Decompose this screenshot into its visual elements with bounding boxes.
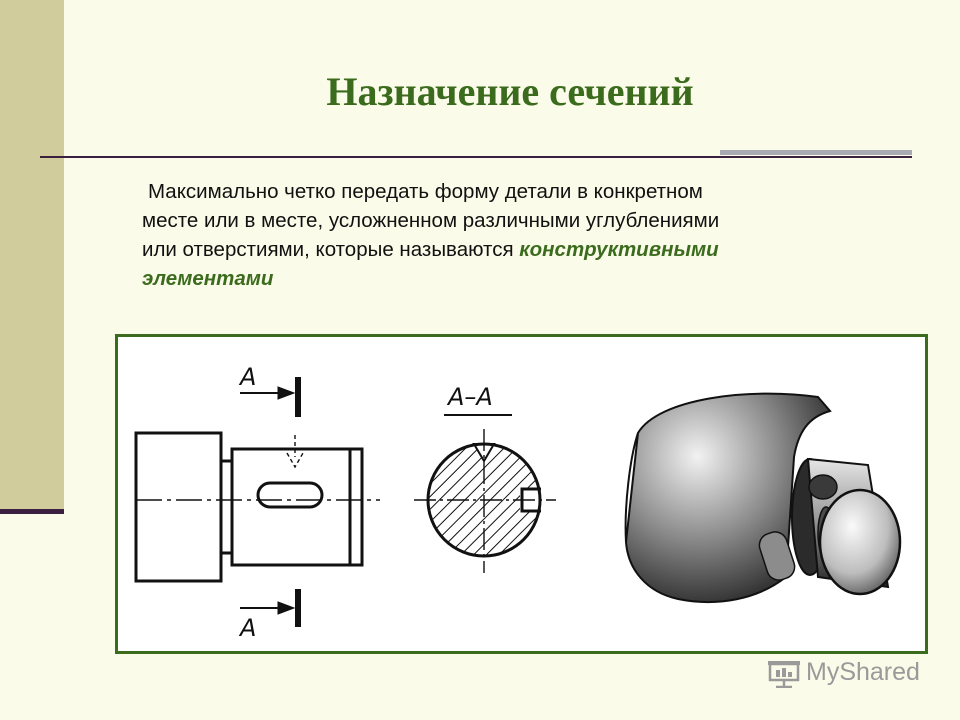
slide-paragraph <box>142 177 922 293</box>
paragraph-line-3: или отверстиями, которые называются <box>142 238 520 261</box>
cross-section-circle <box>414 429 556 573</box>
title-rule <box>40 156 912 158</box>
paragraph-line-2: месте или в месте, усложненном различными углублениями <box>142 209 720 232</box>
part-front-view <box>136 433 380 581</box>
section-figure <box>115 334 928 654</box>
title-accent-rule <box>720 150 912 155</box>
section-label: A–A <box>448 383 493 411</box>
term-constructive: конструктивными <box>519 238 719 261</box>
paragraph-line-1: Максимально четко передать форму детали в конкретном <box>148 180 703 203</box>
side-bar-underline <box>0 509 64 514</box>
side-decoration-bar <box>0 0 64 512</box>
term-elements: элементами <box>142 267 274 290</box>
part-3d-view <box>626 394 900 602</box>
slide-title: Назначение сечений <box>326 69 694 114</box>
cut-label-top: A <box>240 363 257 391</box>
watermark-text: MyShared <box>806 658 920 686</box>
myshared-watermark <box>768 656 928 692</box>
presentation-icon <box>768 660 800 688</box>
cut-label-bottom: A <box>240 614 257 642</box>
section-drawing <box>118 337 925 651</box>
